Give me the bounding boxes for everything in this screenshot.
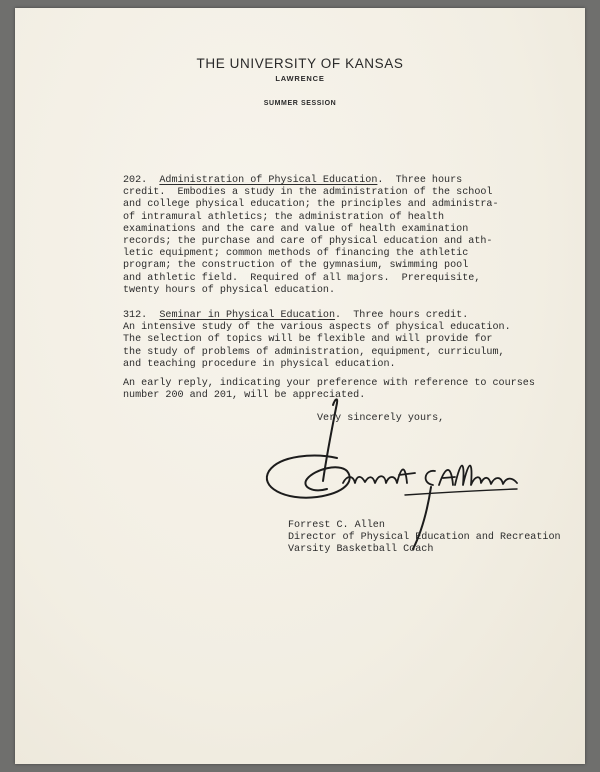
course-202-line: records; the purchase and care of physical education and ath- — [123, 236, 493, 248]
signer-title: Director of Physical Education and Recreation — [288, 532, 561, 544]
course-202-paragraph — [123, 175, 499, 297]
course-202-line: and athletic field. Required of all majors. Prerequisite, — [123, 272, 481, 284]
course-312-line: An intensive study of the various aspects of physical education. — [123, 322, 511, 334]
course-312-title: Seminar in Physical Education — [159, 310, 336, 321]
course-202-title: Administration of Physical Education — [159, 175, 378, 186]
letterhead-university: THE UNIVERSITY OF KANSAS — [196, 56, 404, 71]
course-312-line: the study of problems of administration, equipment, curriculum, — [123, 346, 505, 358]
course-202-line: examinations and the care and value of health examination — [123, 223, 469, 235]
course-202-number: 202. — [123, 175, 148, 186]
course-312-line: The selection of topics will be flexible and will provide for — [123, 334, 493, 346]
course-202-line: of intramural athletics; the administration of health — [123, 211, 445, 223]
course-312-line: and teaching procedure in physical education. — [123, 358, 396, 370]
course-202-line: and college physical education; the principles and administra- — [123, 199, 499, 211]
course-202-line: program; the construction of the gymnasium, swimming pool — [123, 260, 469, 272]
course-202-line: credit. Embodies a study in the administration of the school — [123, 187, 493, 199]
letterhead-city: LAWRENCE — [275, 74, 325, 83]
request-line: An early reply, indicating your preference with reference to courses — [123, 378, 535, 389]
closing-salutation: Very sincerely yours, — [317, 413, 445, 424]
signer-role: Varsity Basketball Coach — [288, 544, 434, 556]
course-202-line1-rest: . Three hours — [377, 175, 463, 186]
course-202-line: twenty hours of physical education. — [123, 284, 336, 296]
course-312-number: 312. — [123, 310, 148, 321]
course-312-paragraph — [123, 310, 511, 371]
letter-page — [15, 8, 585, 764]
course-202-line: letic equipment; common methods of financing the athletic — [123, 248, 469, 260]
signature-block — [288, 520, 561, 557]
request-line: number 200 and 201, will be appreciated. — [123, 390, 366, 402]
signer-name: Forrest C. Allen — [288, 520, 385, 531]
course-312-line1-rest: . Three hours credit. — [335, 310, 469, 321]
letterhead-session: SUMMER SESSION — [263, 100, 337, 107]
